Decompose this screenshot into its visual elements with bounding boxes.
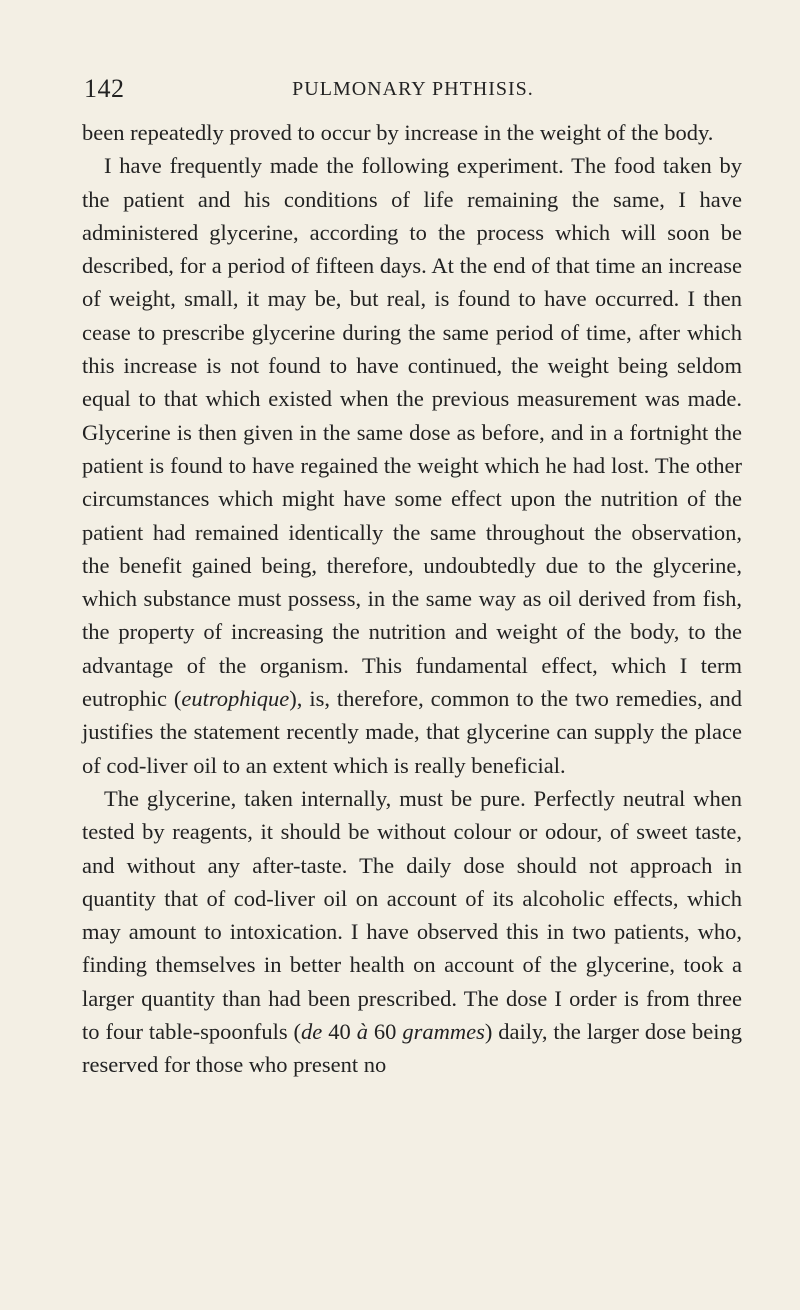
- italic-term: à: [356, 1019, 368, 1045]
- body-text: [82, 116, 742, 1082]
- text-segment: 60: [367, 1019, 403, 1045]
- running-head: [84, 74, 742, 104]
- italic-term: eutrophique: [181, 686, 290, 712]
- paragraph-continuation: [82, 116, 742, 149]
- text-segment: The glycerine, taken internally, must be pure. Perfectly neutral when tested by reagents, it should be without colour or odour, of sweet taste, and without any after-taste. The daily dose should not approach in quantity that of cod-liver oil on account of its alcoholic effects, which may amount to intoxication. I have observed this in two patients, who, finding themselves in better health on account of the glycerine, took a larger quantity than had been prescribed. The dose I order is from three to four table-spoonfuls (: [82, 785, 742, 1045]
- text-segment: ) daily, the larger dose being reserved for those who present no: [82, 1019, 743, 1078]
- italic-term: grammes: [402, 1019, 485, 1045]
- text-segment: 40: [322, 1019, 357, 1045]
- italic-term: de: [301, 1019, 323, 1045]
- paragraph-experiment: [82, 149, 742, 782]
- text-segment: I have frequently made the following experiment. The food taken by the patient and his conditions of life remaining the same, I have administered glycerine, according to the process which will soon be described, for a period of fifteen days. At the end of that time an increase of weight, small, it may be, but real, is found to have occurred. I then cease to prescribe glycerine during the same period of time, after which this increase is not found to have continued, the weight being seldom equal to that which existed when the previous measurement was made. Glycerine is then given in the same dose as before, and in a fortnight the patient is found to have regained the weight which he had lost. The other circumstances which might have some effect upon the nutrition of the patient had remained identically the same throughout the observation, the benefit gained being, therefore, undoubtedly due to the glycerine, which substance must possess, in the same way as oil derived from fish, the property of increasing the nutrition and weight of the body, to the advantage of the organism. This fundamental effect, which I term eutrophic (: [82, 153, 742, 712]
- text-segment: been repeatedly proved to occur by increase in the weight of the body.: [82, 120, 714, 145]
- page-number: 142: [84, 74, 125, 103]
- running-title: PULMONARY PHTHISIS.: [292, 78, 534, 100]
- paragraph-dosage: [82, 782, 742, 1082]
- text-segment: ), is, therefore, common to the two remedies, and justifies the statement recently made, that glycerine can supply the place of cod-liver oil to an extent which is really beneficial.: [82, 686, 742, 778]
